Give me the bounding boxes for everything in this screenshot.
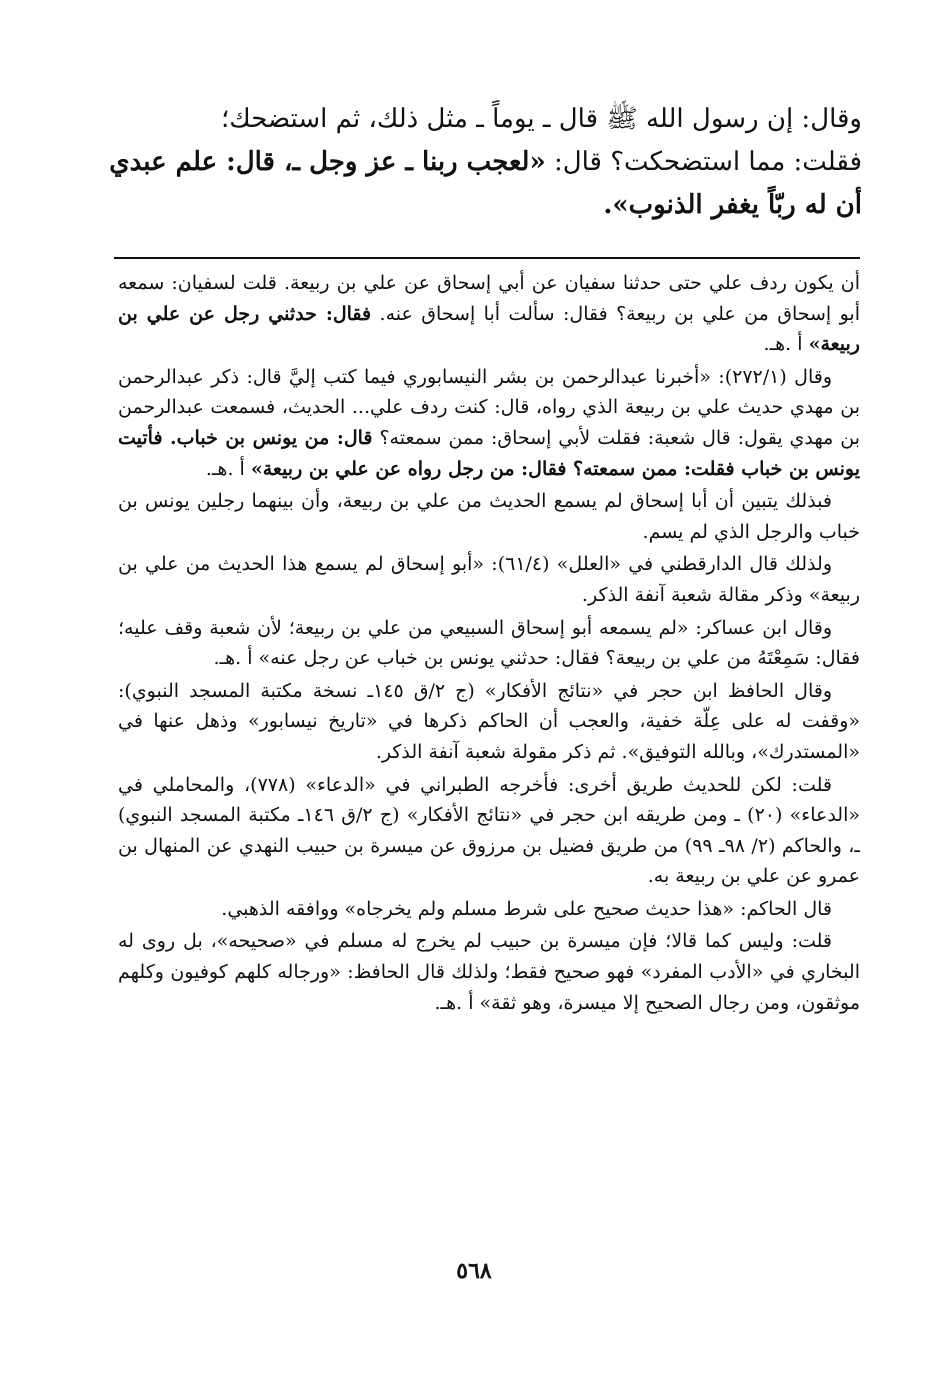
footnote-paragraph-7: قلت: لكن للحديث طريق أخرى: فأخرجه الطبراني في «الدعاء» (٧٧٨)، والمحاملي في «الدعاء» (٢٠) ـ ومن طريقه ابن حجر في «نتائج الأفكار» (ج ٢/ق ١٤٦ـ مكتبة المسجد النبوي) ـ، والحاكم (٢/ ٩٨ـ ٩٩) من طريق فضيل بن مرزوق عن ميسرة بن حبيب النهدي عن المنهال بن عمرو عن علي بن ربيعة به. [118,773,860,888]
footnote-paragraph-9: قلت: وليس كما قالا؛ فإن ميسرة بن حبيب لم يخرج له مسلم في «صحيحه»، بل روى له البخاري في «الأدب المفرد» فهو صحيح فقط؛ ولذلك قال الحافظ: «ورجاله كلهم كوفيون وكلهم موثقون، ومن رجال الصحيح إلا ميسرة، وهو ثقة» أ .هـ. [118,930,860,1014]
footnote-paragraph-2-bold: قال: من يونس بن خباب. فأتيت يونس بن خباب فقلت: ممن سمعته؟ فقال: من رجل رواه عن علي بن ربيعة» [118,426,860,480]
footnote-paragraph-5: وقال ابن عساكر: «لم يسمعه أبو إسحاق السبيعي من علي بن ربيعة؛ لأن شعبة وقف عليه؛ فقال: سَمِعْتَهُ من علي بن ربيعة؟ فقال: حدثني يونس بن خباب عن رجل عنه» أ .هـ. [118,616,860,670]
page-number: ٥٦٨ [456,1258,492,1284]
footnote-separator [114,257,860,259]
footnote-paragraph-1-bold: فقال: حدثني رجل عن علي بن ربيعة» [118,302,860,356]
main-text-line-3 [100,184,862,227]
footnote-paragraph-6: وقال الحافظ ابن حجر في «نتائج الأفكار» (ج ٢/ق ١٤٥ـ نسخة مكتبة المسجد النبوي): «وقفت له على عِلّة خفية، والعجب أن الحاكم ذكرها في «تاريخ نيسابور» وذهل عنها في «المستدرك»، وبالله التوفيق». ثم ذكر مقولة شعبة آنفة الذكر. [118,679,860,763]
main-text [100,98,862,227]
footnote-paragraph-4: ولذلك قال الدارقطني في «العلل» (٦١/٤): «أبو إسحاق لم يسمع هذا الحديث من علي بن ربيعة» وذكر مقالة شعبة آنفة الذكر. [118,553,860,606]
footnote-paragraph-1-plain: أن يكون ردف علي حتى حدثنا سفيان عن أبي إسحاق عن علي بن ربيعة. قلت لسفيان: سمعه أبو إسحاق من علي بن ربيعة؟ فقال: سألت أبا إسحاق عنه. [118,272,861,325]
footnote-paragraph-2-end: أ .هـ. [205,457,251,480]
main-text-line-2 [100,141,862,184]
footnote-paragraph-1 [118,268,860,360]
footnote-paragraph-2 [118,362,860,484]
footnote-paragraph-2-plain: وقال (٢٧٢/١): «أخبرنا عبدالرحمن بن بشر النيسابوري فيما كتب إليَّ قال: ذكر عبدالرحمن بن مهدي حديث علي بن ربيعة الذي رواه، قال: كنت ردف علي... الحديث، فسمعت عبدالرحمن بن مهدي يقول: قال شعبة: فقلت لأبي إسحاق: ممن سمعته؟ [118,365,860,449]
main-text-line-2-bold: «لعجب ربنا ـ عز وجل ـ، قال: علم عبدي [109,147,546,177]
footnote-paragraph-1-end: أ .هـ. [763,333,809,356]
main-text-line-2-plain: فقلت: مما استضحكت؟ قال: [545,147,862,177]
footnotes [118,268,860,1020]
footnote-paragraph-3: فبذلك يتبين أن أبا إسحاق لم يسمع الحديث من علي بن ربيعة، وأن بينهما رجلين يونس بن خباب والرجل الذي لم يسم. [118,490,860,543]
footnote-paragraph-8: قال الحاكم: «هذا حديث صحيح على شرط مسلم ولم يخرجاه» ووافقه الذهبي. [221,897,832,920]
main-text-line-1: وقال: إن رسول الله ﷺ قال ـ يوماً ـ مثل ذلك، ثم استضحك؛ [221,104,862,134]
main-text-line-3-bold: أن له ربّاً يغفر الذنوب». [603,190,862,220]
